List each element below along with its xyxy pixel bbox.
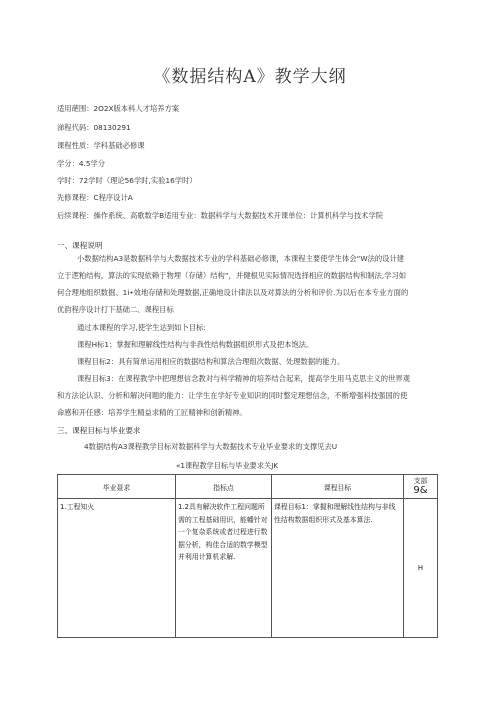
table-row bbox=[58, 499, 438, 638]
section-course-description: 一、课程说明 bbox=[57, 241, 103, 250]
header-graduation-requirement: 毕业聂求 bbox=[58, 475, 176, 499]
header-course-objective: 课程目标 bbox=[272, 475, 404, 499]
goal-3-line-3: 命感和开任感：培养学生精益求精的工匠精神和创新精神。 bbox=[57, 408, 247, 417]
cell-graduation-requirement: 1.工程知火 bbox=[58, 499, 176, 638]
goal-2: 课程目标2：具有简单运用相应的数据结构和算法合理组次数据、处理数据的能力。 bbox=[77, 357, 345, 366]
table-caption: «1课程教学目标与毕业要求关JK bbox=[176, 461, 279, 470]
meta-credits: 学分：4.5学分 bbox=[57, 159, 106, 168]
meta-prerequisite: 先修课程：C程序设计A bbox=[57, 193, 133, 202]
table-header-row bbox=[58, 475, 438, 499]
meta-follow-up: 后续课程：操作系统、高歌数学B适用专业：数据科学与大数据技术开课单位：计算机科学与技术学院 bbox=[57, 211, 384, 220]
intro-line-4: 优韵程序设计打下基础二、课程目标 bbox=[57, 305, 174, 314]
section-objectives-requirements: 三、课程目标与毕业要求 bbox=[57, 426, 141, 435]
cell-course-objective: 课程目标1：掌握和理解线性结构与非线性结构数据组织形式及基本算法. bbox=[272, 499, 404, 638]
meta-course-nature: 课程性质：学科基础必修课 bbox=[57, 141, 145, 150]
header-indicator: 指标点 bbox=[176, 475, 272, 499]
header-support-degree bbox=[404, 475, 438, 499]
goal-3-line-2: 和方法论认识、分析和解决问题的能力：让学生在学好专业知识的同时整定理想信念，不断增强科技强国的使 bbox=[57, 391, 408, 400]
meta-hours: 学时：72学时（理论56学时,实验16学时） bbox=[57, 176, 197, 185]
cell-indicator: 1.2具有解决软件工程问题所需的工程基础用识，能幡针对一个复杂系统或者过程进行数据分析，构佳合适的数学模型并利用计算机求解. bbox=[176, 499, 272, 638]
intro-line-1: 小数据结构A3是数据科学与大数据技术专业的学科基础必修课，本课程主要使学生体会“W法的设计建 bbox=[77, 254, 405, 263]
requirements-table bbox=[57, 474, 438, 638]
support-statement: 4数据结构A3课程教学目标对数据科学与大数据技术专业毕业要求的支撑见去U bbox=[84, 442, 338, 451]
intro-line-2: 立于逻粕结构，算法的实现依赖于物埋（存储）结构”，并健根见实际情况选择相应的数据结构和制法,学习如 bbox=[57, 271, 407, 280]
intro-line-3: 何合理地组织数掘、1i•效地存储和处理数据,正确地设计律法以及对算法的分析和评价.为以后在本专业方面的 bbox=[57, 288, 409, 297]
document-title: 《数据结构A》教学大纲 bbox=[153, 67, 347, 87]
header-support-line-2: 9& bbox=[413, 485, 428, 496]
goal-3-line-1: 课程目标3：在课程教学中把理想信念教对与科学精神的培养结合起来，提高学生用马克思主义的世界观 bbox=[77, 374, 410, 383]
goal-1: 课程H标1：掌握和理解线性结构与非我性结构数据组织形式及把本饱法。 bbox=[77, 340, 314, 349]
goals-intro: 通过本课程的学习,使学生达到如卜目标: bbox=[77, 323, 206, 332]
meta-applicable-scope: 适用葩围：2O2X版本科人才培养方案 bbox=[57, 104, 180, 113]
cell-support-degree: H bbox=[404, 499, 438, 638]
header-support-line-1: 支部 bbox=[413, 477, 428, 485]
meta-course-code: 涕程代码：08130291 bbox=[57, 123, 131, 132]
